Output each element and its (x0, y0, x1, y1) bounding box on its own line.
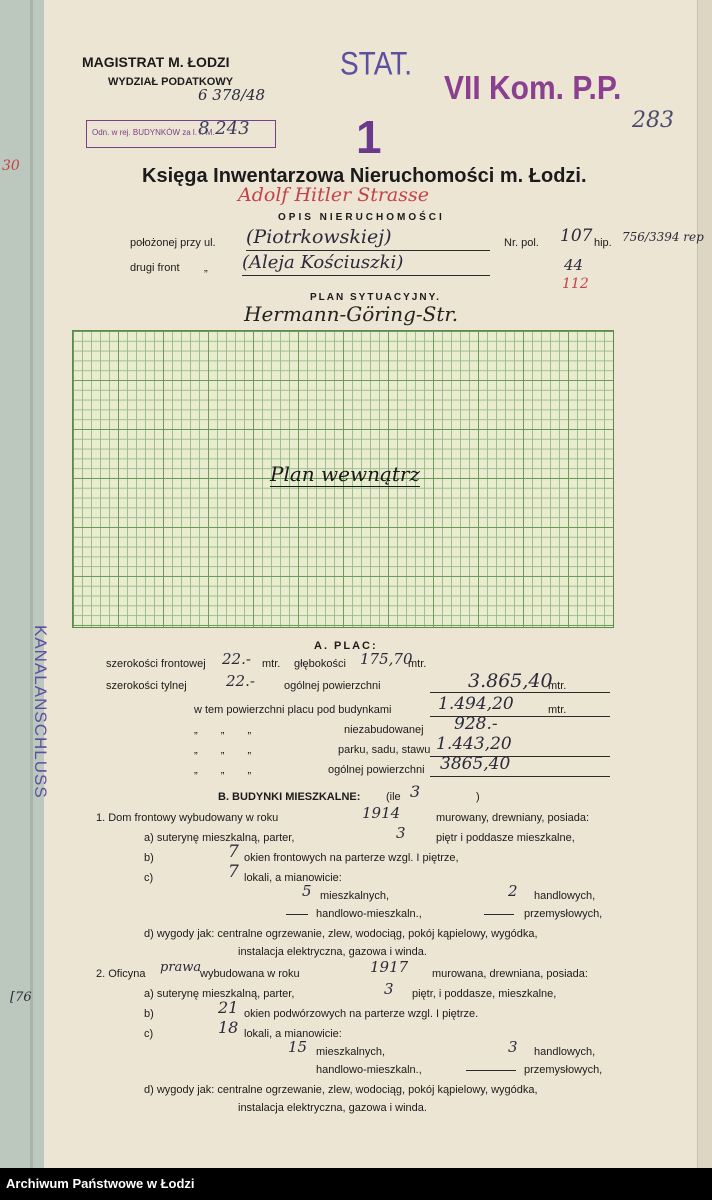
ogolnej-mtr: mtr. (548, 680, 567, 692)
right-page-edge (697, 0, 712, 1168)
ditto-3: „ „ „ (194, 764, 262, 776)
oficyna-a-pietr: 3 (384, 980, 394, 998)
dom-handl-text: handlowych, (534, 890, 596, 902)
dom-przem-dash (484, 914, 514, 915)
drugi-nr-value: 44 (564, 256, 584, 274)
w-tem-label: w tem powierzchni placu pod budynkami (194, 704, 392, 716)
szer-front-mtr: mtr. (262, 658, 281, 670)
dom-material: murowany, drewniany, posiada: (436, 812, 590, 824)
szer-front-value: 22.- (222, 650, 251, 668)
oficyna-hm-text: handlowo-mieszkaln., (316, 1064, 422, 1076)
w-tem-mtr: mtr. (548, 704, 567, 716)
ditto-2: „ „ „ (194, 744, 262, 756)
drugi-front-quote: „ (204, 262, 208, 274)
stat-stamp: STAT. (340, 45, 413, 82)
hip-label: hip. (594, 237, 612, 249)
nr-pol-label: Nr. pol. (504, 237, 539, 249)
hand-red-street: Adolf Hitler Strasse (238, 184, 430, 206)
dom-b-text: okien frontowych na parterze wzgl. I piętrze, (244, 852, 459, 864)
dom-mieszk-text: mieszkalnych, (320, 890, 390, 902)
registry-stamp-hand: 8 243 (198, 118, 250, 139)
oficyna-c-text: lokali, a mianowicie: (244, 1028, 342, 1040)
dom-a-rest: piętr i poddasze mieszkalne, (436, 832, 575, 844)
dom-c-value: 7 (228, 862, 239, 882)
oficyna-d: d) wygody jak: centralne ogrzewanie, zlew, wodociąg, pokój kąpielowy, wygódka, (144, 1084, 538, 1096)
oficyna-przem-dash (466, 1070, 516, 1071)
w-tem-value: 1.494,20 (438, 694, 514, 714)
polozonej-label: położonej przy ul. (130, 237, 216, 249)
wydzial-hand: 6 378/48 (198, 86, 266, 104)
dom-mieszk-value: 5 (302, 882, 312, 900)
oficyna-year: 1917 (370, 958, 409, 976)
szer-tyl-value: 22.- (226, 672, 255, 690)
drugi-nr-red: 112 (562, 276, 589, 292)
folio-number: 283 (632, 108, 674, 133)
glebokosci-mtr: mtr. (408, 658, 427, 670)
ogolnej-label: ogólnej powierzchni (284, 680, 381, 692)
big-number-stamp: 1 (356, 111, 382, 163)
drugi-front-label: drugi front (130, 262, 180, 274)
niezabud-value: 928.- (454, 714, 498, 734)
dom-hm-text: handlowo-mieszkaln., (316, 908, 422, 920)
page-title: Księga Inwentarzowa Nieruchomości m. Łodzi. (142, 165, 587, 187)
niezabud-label: niezabudowanej (344, 724, 424, 736)
dom-d2: instalacja elektryczna, gazowa i winda. (238, 946, 427, 958)
oficyna-przem-text: przemysłowych, (524, 1064, 603, 1076)
kanalanschluss-stamp: KANALANSCHLUSS (31, 625, 50, 799)
ogolnej2-label: ogólnej powierzchni (328, 764, 425, 776)
drugi-front-value: (Aleja Kościuszki) (242, 252, 404, 273)
dom-b-label: b) (144, 852, 154, 864)
oficyna-b-label: b) (144, 1008, 154, 1020)
dom-handl-value: 2 (508, 882, 518, 900)
dom-c-label: c) (144, 872, 154, 884)
dom-year: 1914 (362, 804, 401, 822)
dom-d: d) wygody jak: centralne ogrzewanie, zlew, wodociąg, pokój kąpielowy, wygódka, (144, 928, 538, 940)
polozonej-line (246, 250, 490, 251)
oficyna-prawa: prawa (160, 960, 202, 975)
budynki-ile-close: ) (476, 791, 480, 803)
dom-line1: 1. Dom frontowy wybudowany w roku (96, 812, 279, 824)
margin-number: 30 (2, 158, 20, 174)
szer-tyl-label: szerokości tylnej (106, 680, 187, 692)
szer-front-label: szerokości frontowej (106, 658, 206, 670)
oficyna-line1: 2. Oficyna (96, 968, 146, 980)
park-label: parku, sadu, stawu (338, 744, 431, 756)
dom-b-value: 7 (228, 842, 239, 862)
hand-street-2: Hermann-Göring-Str. (244, 302, 459, 326)
oficyna-mieszk-value: 15 (288, 1038, 308, 1056)
ogolnej-value: 3.865,40 (468, 670, 553, 692)
park-value: 1.443,20 (436, 734, 512, 754)
ditto-1: „ „ „ (194, 724, 262, 736)
hip-value: 756/3394 rep (622, 230, 704, 244)
oficyna-c-value: 18 (218, 1018, 239, 1037)
ogolnej-line (430, 692, 610, 693)
oficyna-c-label: c) (144, 1028, 154, 1040)
budynki-heading: B. BUDYNKI MIESZKALNE: (218, 791, 361, 803)
oficyna-a: a) suterynę mieszkalną, parter, (144, 988, 295, 1000)
plan-heading: PLAN SYTUACYJNY. (310, 292, 441, 303)
dom-a-pietr: 3 (396, 824, 406, 842)
dom-hm-dash (286, 914, 308, 915)
budynki-ile: (ile (386, 791, 401, 803)
budynki-ile-value: 3 (410, 782, 421, 801)
oficyna-a-rest: piętr, i poddasze, mieszkalne, (412, 988, 557, 1000)
kom-stamp: VII Kom. P.P. (444, 70, 622, 107)
margin-bottom-hand: [76 (10, 990, 32, 1005)
oficyna-mieszk-text: mieszkalnych, (316, 1046, 386, 1058)
opis-heading: OPIS NIERUCHOMOŚCI (278, 212, 445, 223)
glebokosci-value: 175,70 (360, 650, 413, 668)
ogolnej2-line (430, 776, 610, 777)
oficyna-handl-value: 3 (508, 1038, 518, 1056)
oficyna-line1b: wybudowana w roku (200, 968, 300, 980)
dom-a: a) suterynę mieszkalną, parter, (144, 832, 295, 844)
wydzial-label: WYDZIAŁ PODATKOWY (108, 76, 234, 88)
glebokosci-label: głębokości (294, 658, 346, 670)
registry-stamp-text: Odn. w rej. BUDYNKÓW za l. r. M. (92, 128, 215, 137)
ogolnej2-value: 3865,40 (440, 754, 511, 774)
polozonej-value: (Piotrkowskiej) (246, 226, 392, 248)
oficyna-d2: instalacja elektryczna, gazowa i winda. (238, 1102, 427, 1114)
drugi-front-line (242, 275, 490, 276)
magistrat-title: MAGISTRAT M. ŁODZI (82, 54, 230, 70)
plac-heading: A. PLAC: (314, 640, 378, 652)
oficyna-b-value: 21 (218, 998, 239, 1017)
dom-c-text: lokali, a mianowicie: (244, 872, 342, 884)
archive-footer: Archiwum Państwowe w Łodzi (0, 1168, 712, 1200)
nr-pol-value: 107 (560, 226, 593, 246)
oficyna-handl-text: handlowych, (534, 1046, 596, 1058)
oficyna-b-text: okien podwórzowych na parterze wzgl. I piętrze. (244, 1008, 479, 1020)
dom-przem-text: przemysłowych, (524, 908, 603, 920)
plan-note: Plan wewnątrz (270, 462, 421, 486)
oficyna-material: murowana, drewniana, posiada: (432, 968, 588, 980)
